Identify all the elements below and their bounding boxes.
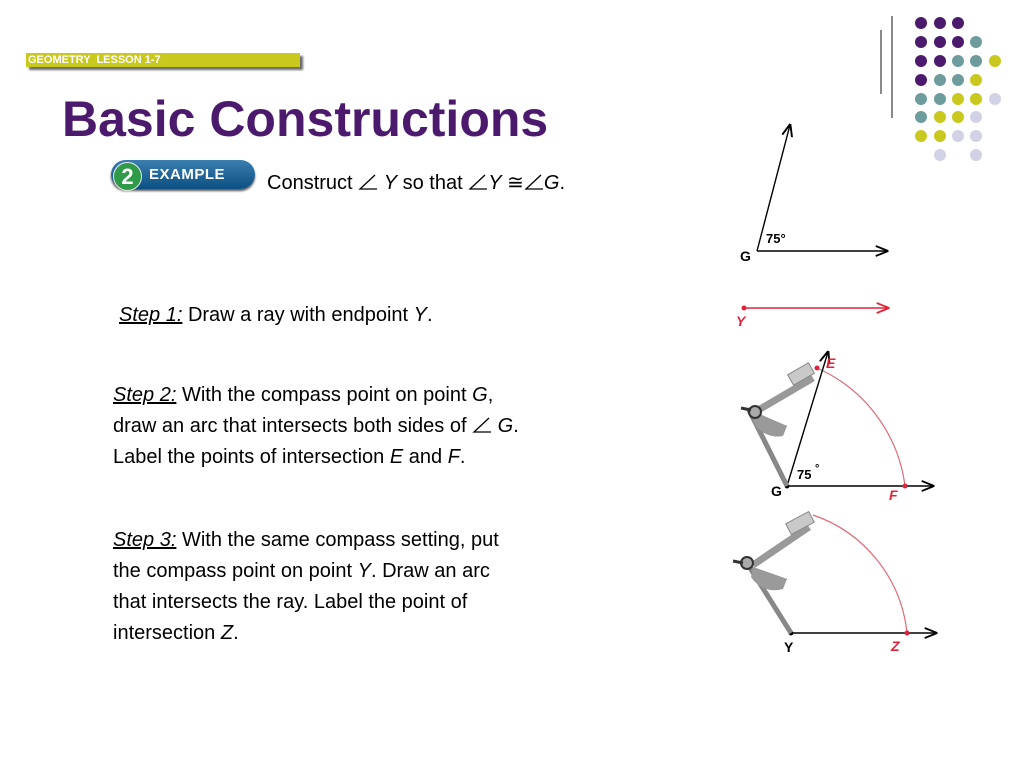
dot xyxy=(952,130,964,142)
divider-line xyxy=(880,30,882,94)
step-2-text: Label the points of intersection xyxy=(113,446,385,468)
dot xyxy=(915,93,927,105)
point-y xyxy=(742,306,747,311)
dot xyxy=(970,149,982,161)
construct-angle-1: Y xyxy=(383,172,398,194)
label-f: F xyxy=(889,487,898,503)
dot xyxy=(952,36,964,48)
figure-arc-ef xyxy=(725,340,940,510)
dot xyxy=(915,111,927,123)
dot xyxy=(915,130,927,142)
construct-angle-2: Y xyxy=(488,172,502,194)
dot xyxy=(915,36,927,48)
dot xyxy=(952,17,964,29)
step-1-text: Draw a ray with endpoint xyxy=(187,304,409,326)
step-3-var: Y xyxy=(357,560,371,582)
point-e xyxy=(815,366,820,371)
congruent-symbol: ≅ xyxy=(507,172,524,194)
step-1-var: Y xyxy=(413,304,427,326)
step-3-text: intersection xyxy=(113,622,216,644)
step-3-line-2 xyxy=(113,556,499,587)
label-y: Y xyxy=(784,639,794,655)
step-2-text: and xyxy=(408,446,443,468)
step-2-var: G xyxy=(497,415,514,437)
step-3-text: . Draw an arc xyxy=(370,560,490,582)
step-3-punct: . xyxy=(233,622,239,644)
page-title: Basic Constructions xyxy=(62,91,549,147)
dot xyxy=(915,74,927,86)
figure-ray-y xyxy=(730,295,900,335)
angle-symbol-icon xyxy=(358,174,378,190)
label-g: G xyxy=(740,248,751,264)
dot xyxy=(934,130,946,142)
dot xyxy=(989,93,1001,105)
construct-statement xyxy=(267,170,565,196)
step-2-label: Step 2: xyxy=(113,384,177,406)
step-2-text: draw an arc that intersects both sides of xyxy=(113,415,467,437)
dot xyxy=(934,149,946,161)
angle-symbol-icon xyxy=(468,174,488,190)
dot xyxy=(970,55,982,67)
dot xyxy=(952,111,964,123)
dot xyxy=(952,74,964,86)
dot xyxy=(934,17,946,29)
step-2-text: With the compass point on point xyxy=(181,384,467,406)
compass-icon xyxy=(733,512,814,633)
dot xyxy=(915,55,927,67)
dot xyxy=(989,55,1001,67)
divider-line xyxy=(891,16,893,118)
step-2-punct: . xyxy=(513,415,519,437)
step-2-punct: . xyxy=(459,446,466,468)
example-label: EXAMPLE xyxy=(149,166,226,183)
step-3-text: With the same compass setting, put xyxy=(181,529,499,551)
dot xyxy=(934,36,946,48)
figure-angle-g xyxy=(730,115,900,270)
step-2-var: F xyxy=(447,446,460,468)
dot xyxy=(970,36,982,48)
construct-angle-3: G xyxy=(543,172,560,194)
step-3-line-4 xyxy=(113,618,499,649)
step-2-punct: , xyxy=(487,384,494,406)
dot xyxy=(952,93,964,105)
label-degree: ° xyxy=(815,463,820,475)
example-badge xyxy=(111,158,256,192)
step-2-var: E xyxy=(389,446,404,468)
step-3-label: Step 3: xyxy=(113,529,177,551)
construct-prefix: Construct xyxy=(267,172,353,194)
step-1 xyxy=(119,300,433,331)
step-2-line-1 xyxy=(113,380,519,411)
step-1-label: Step 1: xyxy=(119,304,183,326)
step-2-var: G xyxy=(472,384,488,406)
dot xyxy=(934,111,946,123)
step-3-text: the compass point on point xyxy=(113,560,353,582)
lesson-tag xyxy=(26,53,300,67)
label-z: Z xyxy=(891,638,900,654)
step-3-text: that intersects the ray. Label the point of xyxy=(113,591,468,613)
dot xyxy=(970,93,982,105)
label-e: E xyxy=(826,355,836,371)
decorative-dot-grid xyxy=(905,10,1015,170)
construct-middle: so that xyxy=(402,172,463,194)
point-f xyxy=(903,484,908,489)
example-number: 2 xyxy=(113,162,142,191)
step-3-line-1 xyxy=(113,525,499,556)
step-3 xyxy=(113,525,499,649)
step-1-end: . xyxy=(426,304,433,326)
dot xyxy=(915,17,927,29)
point-z xyxy=(905,631,910,636)
dot xyxy=(970,74,982,86)
label-y: Y xyxy=(736,313,746,329)
lesson-tag-text: GEOMETRY LESSON 1-7 xyxy=(28,54,161,66)
angle-symbol-icon xyxy=(472,417,492,433)
step-3-line-3 xyxy=(113,587,499,618)
arc-ef xyxy=(817,368,905,486)
construct-end: . xyxy=(559,172,566,194)
step-2-line-3 xyxy=(113,442,519,473)
dot xyxy=(970,111,982,123)
label-75-degrees: 75° xyxy=(766,231,786,246)
figure-arc-z xyxy=(725,505,940,660)
step-3-var: Z xyxy=(220,622,234,644)
dot xyxy=(952,55,964,67)
label-75: 75 xyxy=(797,467,812,482)
dot xyxy=(934,93,946,105)
dot xyxy=(970,130,982,142)
dot xyxy=(934,74,946,86)
arc-z xyxy=(813,515,907,633)
label-g: G xyxy=(771,483,782,499)
dot xyxy=(934,55,946,67)
step-2-line-2 xyxy=(113,411,519,442)
step-2 xyxy=(113,380,519,473)
angle-symbol-icon xyxy=(524,174,544,190)
